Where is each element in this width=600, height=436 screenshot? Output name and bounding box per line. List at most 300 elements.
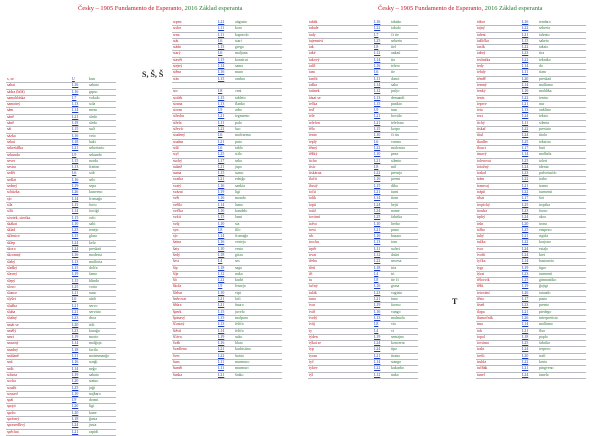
lesson-link[interactable]: L22	[522, 240, 529, 245]
lesson-link[interactable]: L7	[374, 32, 379, 37]
esperanto-word: koncerni	[391, 341, 405, 346]
lesson-link[interactable]: L16	[72, 253, 79, 258]
lesson-link[interactable]: L22	[218, 127, 225, 132]
lesson-link[interactable]: L24	[72, 240, 79, 245]
esperanto-word: premi	[391, 177, 401, 182]
esperanto-word: griza	[235, 252, 243, 257]
lesson-link[interactable]: L16	[374, 309, 381, 314]
lesson-link[interactable]: L20	[72, 379, 79, 384]
lesson-link[interactable]: L24	[522, 133, 529, 138]
esperanto-word: malhela	[539, 152, 552, 157]
lesson-link[interactable]: L16	[218, 208, 225, 213]
czech-word: tenis	[477, 95, 485, 100]
lesson-link[interactable]: L21	[72, 114, 79, 119]
lesson-link[interactable]: L19	[218, 190, 225, 195]
lesson-link[interactable]: L26	[72, 190, 79, 195]
lesson-link[interactable]: L21	[374, 114, 381, 119]
lesson-link[interactable]: L10	[72, 391, 79, 396]
lesson-link[interactable]: L24	[374, 341, 381, 346]
esperanto-word: titolo	[539, 133, 548, 138]
lesson-link[interactable]: L24	[72, 423, 79, 428]
esperanto-word: edziĝo	[235, 177, 246, 182]
lesson-link[interactable]: L17	[522, 297, 529, 302]
esperanto-word: justa	[89, 423, 97, 428]
lesson-link[interactable]: L19	[374, 303, 381, 308]
czech-word: tam	[309, 70, 315, 75]
lesson-link[interactable]: L21	[218, 372, 225, 377]
lesson-link[interactable]: L21	[218, 164, 225, 169]
lesson-link[interactable]: L21	[374, 353, 381, 358]
lesson-link[interactable]: L20	[522, 76, 529, 81]
czech-word: slyšet	[7, 297, 16, 302]
lesson-link[interactable]: L21	[72, 303, 79, 308]
lesson-link[interactable]: L6	[72, 297, 77, 302]
lesson-link[interactable]: L21	[522, 32, 529, 37]
lesson-link[interactable]: L18	[218, 265, 225, 270]
lesson-link[interactable]: L25	[374, 38, 381, 43]
esperanto-word: gimnastiko	[539, 278, 557, 283]
vocab-column-4	[476, 20, 586, 379]
lesson-link[interactable]: L25	[72, 228, 79, 233]
lesson-link[interactable]: L21	[522, 366, 529, 371]
czech-word: tělo	[309, 127, 315, 132]
lesson-link[interactable]: L17	[522, 196, 529, 201]
lesson-link[interactable]: L12	[374, 89, 381, 94]
czech-word: tvář	[309, 309, 316, 314]
lesson-link[interactable]: L14	[522, 64, 529, 69]
lesson-link[interactable]: L24	[374, 347, 381, 352]
czech-word: socha	[7, 379, 16, 384]
czech-word: teď	[309, 108, 315, 113]
lesson-link[interactable]: L19	[522, 284, 529, 289]
lesson-link[interactable]: L16	[522, 89, 529, 94]
lesson-link[interactable]: L15	[218, 315, 225, 320]
lesson-link[interactable]: L15	[522, 38, 529, 43]
lesson-link[interactable]: L16	[72, 177, 79, 182]
lesson-link[interactable]: L12	[374, 51, 381, 56]
lesson-link[interactable]: L10	[374, 133, 381, 138]
lesson-link[interactable]: L24	[522, 164, 529, 169]
lesson-link[interactable]: L21	[522, 309, 529, 314]
lesson-link[interactable]: L20	[72, 410, 79, 415]
czech-word: tedy	[477, 64, 484, 69]
lesson-link[interactable]: L8	[218, 89, 223, 94]
lesson-link[interactable]: L18	[72, 121, 79, 126]
esperanto-word: ĉi tie	[391, 32, 399, 37]
czech-word: trhat	[477, 196, 485, 201]
lesson-link[interactable]: L24	[72, 247, 79, 252]
esperanto-word: do	[539, 64, 543, 69]
lesson-link[interactable]: L19	[72, 184, 79, 189]
lesson-link[interactable]: L15	[374, 127, 381, 132]
lesson-link[interactable]: L22	[522, 190, 529, 195]
lesson-link[interactable]: L13	[218, 101, 225, 106]
lesson-link[interactable]: L14	[522, 82, 529, 87]
lesson-link[interactable]: L14	[218, 234, 225, 239]
lesson-link[interactable]: L12	[374, 372, 381, 377]
lesson-link[interactable]: L22	[522, 127, 529, 132]
czech-word: sát	[7, 127, 12, 132]
lesson-link[interactable]: L8	[374, 322, 379, 327]
esperanto-word: nur	[539, 101, 545, 106]
lesson-link[interactable]: L19	[218, 334, 225, 339]
section-letter-s: S, Š, Š	[142, 70, 164, 79]
esperanto-word: facila	[89, 347, 98, 352]
esperanto-word: mem	[89, 108, 97, 113]
esperanto-word: tuno	[391, 297, 398, 302]
lesson-link[interactable]: L10	[218, 221, 225, 226]
lesson-link[interactable]: L16	[72, 133, 79, 138]
lesson-link[interactable]: L14	[72, 341, 79, 346]
lesson-link[interactable]: L25	[72, 284, 79, 289]
lesson-link[interactable]: L11	[72, 291, 79, 296]
lesson-link[interactable]: L13	[72, 165, 79, 170]
esperanto-word: vango	[391, 309, 401, 314]
lesson-link[interactable]: L13	[218, 322, 225, 327]
lesson-link[interactable]: L21	[72, 146, 79, 151]
esperanto-word: sako	[391, 82, 399, 87]
esperanto-word: laĉi	[235, 297, 241, 302]
lesson-link[interactable]: L16	[218, 341, 225, 346]
czech-word: tráva	[309, 221, 317, 226]
lesson-link[interactable]: L22	[522, 26, 529, 31]
lesson-link[interactable]: L15	[72, 202, 79, 207]
esperanto-word: tekniko	[539, 57, 551, 62]
lesson-link[interactable]: L11	[218, 360, 225, 365]
lesson-link[interactable]: L20	[72, 404, 79, 409]
lesson-link[interactable]: L14	[218, 328, 225, 333]
lesson-link[interactable]: L19	[522, 265, 529, 270]
lesson-link[interactable]: L26	[522, 290, 529, 295]
lesson-link[interactable]: L20	[522, 221, 529, 226]
lesson-link[interactable]: L10	[218, 290, 225, 295]
lesson-link[interactable]: L24	[374, 208, 381, 213]
lesson-link[interactable]: L15	[72, 234, 79, 239]
lesson-link[interactable]: L9	[72, 398, 77, 403]
lesson-link[interactable]: L7	[72, 95, 77, 100]
lesson-link[interactable]: L15	[218, 95, 225, 100]
lesson-link[interactable]: L24	[522, 372, 529, 377]
lesson-link[interactable]: L22	[218, 20, 225, 24]
lesson-link[interactable]: L21	[374, 297, 381, 302]
lesson-link[interactable]: L13	[522, 108, 529, 113]
czech-word: tažný	[477, 51, 486, 56]
esperanto-word: kudri	[235, 278, 244, 283]
czech-word: tolerovat	[477, 158, 491, 163]
lesson-link[interactable]: L6	[374, 70, 379, 75]
lesson-link[interactable]: L20	[522, 353, 529, 358]
lesson-link[interactable]: L15	[72, 278, 79, 283]
lesson-link[interactable]: L16	[522, 20, 529, 24]
lesson-link[interactable]: L11	[218, 26, 225, 31]
esperanto-word: tendaro	[539, 20, 551, 24]
lesson-link[interactable]: L22	[522, 45, 529, 50]
lesson-link[interactable]: L16	[374, 284, 381, 289]
lesson-link[interactable]: L21	[522, 101, 529, 106]
lesson-link[interactable]: L15	[218, 215, 225, 220]
lesson-link[interactable]: L16	[374, 234, 381, 239]
lesson-link[interactable]: L21	[522, 328, 529, 333]
lesson-link[interactable]: L23	[522, 303, 529, 308]
czech-word: trouba	[477, 208, 487, 213]
lesson-link[interactable]: L16	[72, 83, 79, 88]
czech-word: truhla	[477, 360, 487, 365]
lesson-link[interactable]: L8	[218, 227, 223, 232]
lesson-link[interactable]: L18	[72, 347, 79, 352]
lesson-link[interactable]: L24	[374, 202, 381, 207]
lesson-link[interactable]: L14	[522, 259, 529, 264]
lesson-link[interactable]: L23	[522, 171, 529, 176]
lesson-link[interactable]: L24	[522, 252, 529, 257]
czech-word: samotný	[7, 102, 21, 107]
lesson-link[interactable]: L14	[218, 64, 225, 69]
lesson-link[interactable]: L9	[218, 284, 223, 289]
lesson-link[interactable]: L13	[72, 102, 79, 107]
lesson-link[interactable]: L15	[218, 76, 225, 81]
lesson-link[interactable]: L16	[218, 183, 225, 188]
lesson-link[interactable]: L25	[522, 139, 529, 144]
lesson-link[interactable]: L9	[374, 108, 379, 113]
lesson-link[interactable]: L14	[522, 152, 529, 157]
lesson-link[interactable]: L25	[374, 215, 381, 220]
esperanto-word: tropika	[539, 202, 551, 207]
lesson-link[interactable]: L22	[522, 360, 529, 365]
esperanto-word: fratino	[89, 165, 100, 170]
lesson-link[interactable]: L16	[374, 20, 381, 24]
esperanto-word: malluma	[539, 82, 553, 87]
table-row	[476, 373, 586, 379]
lesson-link[interactable]: L17	[522, 145, 529, 150]
lesson-link[interactable]: L18	[72, 417, 79, 422]
esperanto-word: suko	[235, 334, 243, 339]
lesson-link[interactable]: L21	[522, 234, 529, 239]
lesson-link[interactable]: L23	[522, 51, 529, 56]
lesson-link[interactable]: L22	[374, 366, 381, 371]
czech-word: tábor	[477, 20, 485, 24]
lesson-link[interactable]: L21	[374, 190, 381, 195]
lesson-link[interactable]: L6	[72, 171, 77, 176]
lesson-link[interactable]: L23	[72, 328, 79, 333]
esperanto-word: identa	[539, 164, 549, 169]
lesson-link[interactable]: L18	[522, 334, 529, 339]
lesson-link[interactable]: L21	[72, 429, 79, 434]
lesson-link[interactable]: L14	[374, 360, 381, 365]
lesson-link[interactable]: L22	[374, 145, 381, 150]
lesson-link[interactable]: L22	[374, 171, 381, 176]
lesson-link[interactable]: L21	[218, 347, 225, 352]
czech-word: tučňák	[477, 366, 488, 371]
czech-word: titul	[477, 133, 484, 138]
lesson-link[interactable]: L21	[218, 177, 225, 182]
esperanto-word: teksisto	[539, 139, 551, 144]
lesson-link[interactable]: L4	[218, 259, 223, 264]
lesson-link[interactable]: L16	[72, 89, 79, 94]
czech-word: tyran	[309, 353, 317, 358]
lesson-link[interactable]: L6	[218, 133, 223, 138]
czech-word: těsto	[477, 297, 485, 302]
lesson-link[interactable]: L6	[218, 51, 223, 56]
lesson-link[interactable]: L12	[218, 271, 225, 276]
esperanto-word: sepa	[89, 184, 96, 189]
lesson-link[interactable]: L21	[218, 139, 225, 144]
lesson-link[interactable]: L18	[374, 265, 381, 270]
lesson-link[interactable]: L11	[374, 76, 381, 81]
lesson-link[interactable]: L23	[522, 208, 529, 213]
lesson-link[interactable]: L14	[522, 322, 529, 327]
lesson-link[interactable]: L15	[218, 45, 225, 50]
lesson-link[interactable]: L23	[522, 271, 529, 276]
lesson-link[interactable]: L19	[72, 335, 79, 340]
czech-word: stát	[173, 38, 179, 43]
lesson-link[interactable]: L15	[374, 183, 381, 188]
lesson-link[interactable]: L8	[374, 45, 379, 50]
lesson-link[interactable]: L18	[218, 252, 225, 257]
lesson-link[interactable]: L11	[374, 246, 381, 251]
lesson-link[interactable]: L13	[374, 95, 381, 100]
lesson-link[interactable]: L22	[374, 26, 381, 31]
czech-word: těžký	[309, 152, 318, 157]
lesson-link[interactable]: L13	[374, 240, 381, 245]
czech-word: tržba	[477, 227, 485, 232]
lesson-link[interactable]: L15	[72, 127, 79, 132]
lesson-link[interactable]: L15	[72, 265, 79, 270]
lesson-link[interactable]: L20	[72, 322, 79, 327]
lesson-link[interactable]: L17	[218, 158, 225, 163]
lesson-link[interactable]: L22	[374, 259, 381, 264]
lesson-link[interactable]: L24	[522, 114, 529, 119]
lesson-link[interactable]: L11	[522, 70, 529, 75]
lesson-link[interactable]: L21	[218, 297, 225, 302]
lesson-link[interactable]: L14	[72, 196, 79, 201]
lesson-link[interactable]: L22	[522, 95, 529, 100]
czech-word: sekunda	[7, 152, 20, 157]
lesson-link[interactable]: L14	[374, 82, 381, 87]
czech-word: slušný	[7, 316, 17, 321]
lesson-link[interactable]: L14	[374, 57, 381, 62]
lesson-link[interactable]: L13	[374, 315, 381, 320]
czech-word: třeba	[309, 259, 317, 264]
esperanto-word: ŝuo	[235, 127, 241, 132]
lesson-link[interactable]: L21	[374, 227, 381, 232]
lesson-link[interactable]: L26	[522, 315, 529, 320]
lesson-link[interactable]: L23	[374, 290, 381, 295]
lesson-link[interactable]: L9	[218, 108, 223, 113]
lesson-link[interactable]: L21	[522, 183, 529, 188]
lesson-link[interactable]: L14	[72, 108, 79, 113]
lesson-link[interactable]: L14	[218, 202, 225, 207]
esperanto-word: feliĉa	[235, 322, 244, 327]
lesson-link[interactable]: L19	[72, 272, 79, 277]
esperanto-word: poplo	[539, 334, 548, 339]
lesson-link[interactable]: L13	[72, 259, 79, 264]
lesson-link[interactable]: L18	[72, 139, 79, 144]
esperanto-word: suno	[89, 291, 97, 296]
lesson-link[interactable]: L12	[374, 252, 381, 257]
lesson-link[interactable]: L6	[218, 38, 223, 43]
lesson-link[interactable]: L8	[374, 278, 379, 283]
lesson-link[interactable]: L16	[218, 240, 225, 245]
lesson-link[interactable]: L6	[374, 139, 379, 144]
lesson-link[interactable]: L16	[374, 64, 381, 69]
lesson-link[interactable]: L15	[374, 101, 381, 106]
lesson-link[interactable]: L6	[218, 145, 223, 150]
lesson-link[interactable]: L16	[218, 196, 225, 201]
lesson-link[interactable]: L24	[522, 246, 529, 251]
lesson-link[interactable]: L9	[72, 152, 77, 157]
lesson-link[interactable]: L15	[72, 158, 79, 163]
czech-word: styl	[173, 152, 179, 157]
esperanto-word: ŝinko	[235, 372, 244, 377]
lesson-link[interactable]: L15	[218, 309, 225, 314]
lesson-link[interactable]: L10	[72, 221, 79, 226]
lesson-link[interactable]: L11	[218, 32, 225, 37]
lesson-link[interactable]: L21	[374, 120, 381, 125]
lesson-link[interactable]: L19	[72, 372, 79, 377]
czech-word: slovo	[7, 284, 16, 289]
lesson-link[interactable]: L8	[374, 164, 379, 169]
lesson-link[interactable]: L16	[374, 177, 381, 182]
czech-word: sirotek, sirotka	[7, 215, 31, 220]
czech-word: šest	[173, 259, 179, 264]
lesson-link[interactable]: L25	[522, 341, 529, 346]
czech-word: skoro	[7, 247, 16, 252]
lesson-link[interactable]: L14	[374, 196, 381, 201]
lesson-link[interactable]: L25	[522, 227, 529, 232]
lesson-link[interactable]: L15	[218, 57, 225, 62]
lesson-link[interactable]: L25	[72, 385, 79, 390]
lesson-link[interactable]: L22	[522, 57, 529, 62]
lesson-link[interactable]: L14	[72, 366, 79, 371]
lesson-link[interactable]: L25	[218, 152, 225, 157]
lesson-link[interactable]: L11	[218, 366, 225, 371]
lesson-link[interactable]: L10	[218, 246, 225, 251]
lesson-link[interactable]: L19	[374, 334, 381, 339]
lesson-link[interactable]: L10	[374, 221, 381, 226]
lesson-link[interactable]: L25	[522, 202, 529, 207]
esperanto-word: teksto	[539, 114, 549, 119]
esperanto-word: nuko	[391, 372, 399, 377]
lesson-link[interactable]: L16	[218, 70, 225, 75]
czech-word: sázka	[7, 133, 16, 138]
lesson-link[interactable]: L23	[72, 316, 79, 321]
esperanto-word: norda	[89, 158, 98, 163]
lesson-link[interactable]: L10	[374, 152, 381, 157]
lesson-link[interactable]: L15	[72, 215, 79, 220]
lesson-link[interactable]: L22	[522, 177, 529, 182]
lesson-link[interactable]: L21	[374, 158, 381, 163]
lesson-link[interactable]: L21	[72, 309, 79, 314]
lesson-link[interactable]: L15	[218, 171, 225, 176]
lesson-link[interactable]: L24	[522, 347, 529, 352]
lesson-link[interactable]: L21	[218, 303, 225, 308]
lesson-link[interactable]: L25	[522, 158, 529, 163]
lesson-link[interactable]: L22	[218, 278, 225, 283]
lesson-link[interactable]: L22	[218, 353, 225, 358]
lesson-link[interactable]: L4	[374, 328, 379, 333]
lesson-link[interactable]: U	[72, 77, 75, 81]
lesson-link[interactable]: L11	[522, 120, 529, 125]
lesson-link[interactable]: L21	[218, 114, 225, 119]
lesson-link[interactable]: L11	[72, 354, 79, 359]
lesson-link[interactable]: L24	[522, 215, 529, 220]
czech-word: služba	[7, 303, 17, 308]
lesson-link[interactable]: L25	[522, 278, 529, 283]
lesson-link[interactable]: L16	[72, 360, 79, 365]
lesson-link[interactable]: L4	[374, 271, 379, 276]
esperanto-word: fromaĝo	[89, 196, 103, 201]
lesson-link[interactable]: L11	[218, 120, 225, 125]
lesson-link[interactable]: L14	[72, 209, 79, 214]
